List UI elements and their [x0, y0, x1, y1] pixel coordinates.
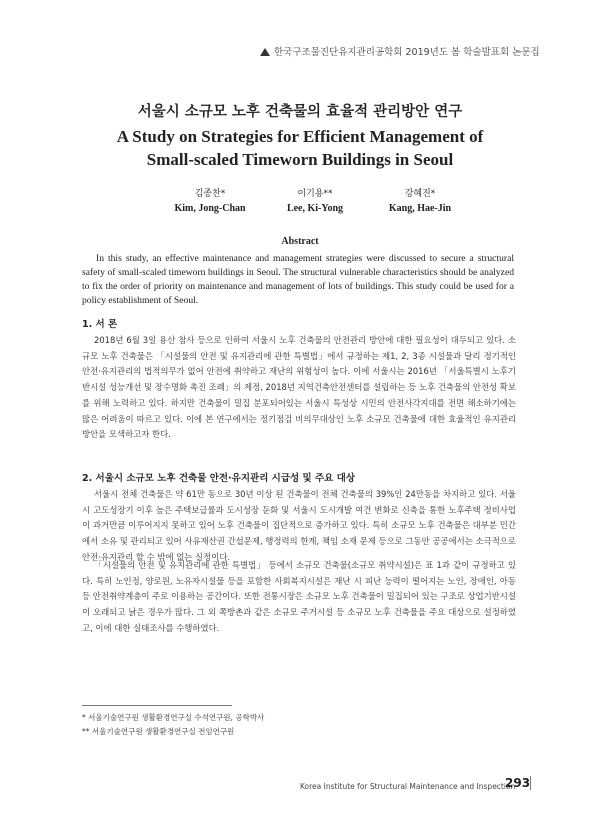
running-header	[260, 44, 560, 58]
footer-publisher: Korea Institute for Structural Maintenance and Inspection	[300, 782, 516, 791]
page-number-divider	[530, 776, 531, 790]
footnote-1: * 서울기술연구원 생활환경연구실 수석연구원, 공학박사	[82, 713, 265, 722]
running-title: 한국구조물진단유지관리공학회 2019년도 봄 학술발표회 논문집	[274, 47, 540, 58]
section-2-paragraph-2: 「시설물의 안전 및 유지관리에 관한 특별법」 등에서 소규모 건축물(소규모 취약시설)은 표 1과 같이 규정하고 있다. 특히 노인정, 양로원, 노유자시설물 등을 포함한 사회복지시설은 재난 시 피난 능력이 떨어지는 노인, 장애인, 아동 등 안전취약계층이 주로 이용하는 공간이다. 또한 전통시장은 소규모 노후 건축물이 밀집되어 있는 구조로 상업기반시설이 오래되고 낡은 경우가 많다. 그 외 쪽방촌과 같은 소규모 주거시설 등 소규모 노후 건축물을 주요 대상으로 설정하였고, 이에 대한 실태조사를 수행하였다.	[82, 560, 516, 633]
section-1-paragraph: 2018년 6월 3일 용산 참사 등으로 인하여 서울시 노후 건축물의 안전관리 방안에 대한 필요성이 대두되고 있다. 소규모 노후 건축물은 「시설물의 안전 및 유지관리에 관한 특별법」에서 규정하는 제1, 2, 3종 시설물과 달리 정기적인 안전·유지관리의 법적의무가 없어 안전에 취약하고 재난의 위험성이 높다. 이에 서울시는 2016년 「서울특별시 노후기반시설 성능개선 및 장수명화 촉진 조례」의 제정, 2018년 지역건축안전센터를 설립하는 등 노후 건축물의 안전성 확보를 위해 노력하고 있다. 하지만 건축물이 밀집 분포되어있는 서울시 특성상 시민의 안전사각지대를 전면 해소하기에는 많은 어려움이 따르고 있다. 이에 본 연구에서는 정기점검 비의무대상인 노후 소규모 건축물에 대한 효율적인 유지관리 방안을 모색하고자 한다.	[82, 335, 516, 440]
title-korean: 서울시 소규모 노후 건축물의 효율적 관리방안 연구	[137, 104, 463, 120]
author-1	[150, 186, 270, 214]
title-english-line2: Small-scaled Timeworn Buildings in Seoul	[146, 150, 454, 169]
author-3	[360, 186, 480, 214]
author-name-en: Kim, Jong-Chan	[174, 203, 246, 214]
author-name-en: Lee, Ki-Yong	[286, 203, 344, 214]
page-number: 293	[505, 776, 531, 790]
footnote-divider	[82, 705, 232, 706]
footnote-2: ** 서울기술연구원 생활환경연구실 전임연구원	[82, 727, 235, 736]
section-2-heading: 2. 서울시 소규모 노후 건축물 안전·유지관리 시급성 및 주요 대상	[82, 473, 356, 484]
author-2	[255, 186, 375, 214]
author-name-ko: 이기용**	[297, 189, 333, 199]
triangle-icon	[260, 48, 270, 56]
abstract-text: In this study, an effective maintenance and management strategies were discussed to secure a structural safety of small-scaled timeworn buildings in Seoul. The structural vulnerable characteristics should be analyzed to fix the order of priority on maintenance and management of lots of buildings. This study could be used for a policy establishment of Seoul.	[82, 253, 514, 306]
section-1-heading: 1. 서 론	[82, 319, 118, 330]
author-name-ko: 강혜진*	[404, 189, 436, 199]
author-name-ko: 김종찬*	[194, 189, 226, 199]
section-2-paragraph-1: 서울시 전체 건축물은 약 61만 동으로 30년 이상 된 건축물이 전체 건축물의 39%인 24만동을 차지하고 있다. 서울시 고도성장기 이후 높은 주택보급률과 도시성장 둔화 및 서울시 도시개발 여건 변화로 신축을 통한 노후주택 정비사업이 과거만큼 이루어지지 못하고 있어 노후 건축물이 집단적으로 증가하고 있다. 특히 소규모 노후 건축물은 대부분 민간에서 소유 및 관리되고 있어 사유재산권 간섭문제, 행정력의 한계, 책임 소재 문제 등으로 그동안 공공에서는 소극적으로 안전·유지관리 할 수 밖에 없는 실정이다.	[82, 489, 516, 562]
title-english-line1: A Study on Strategies for Efficient Management of	[116, 127, 484, 146]
abstract-heading: Abstract	[281, 236, 319, 247]
author-name-en: Kang, Hae-Jin	[388, 203, 452, 214]
